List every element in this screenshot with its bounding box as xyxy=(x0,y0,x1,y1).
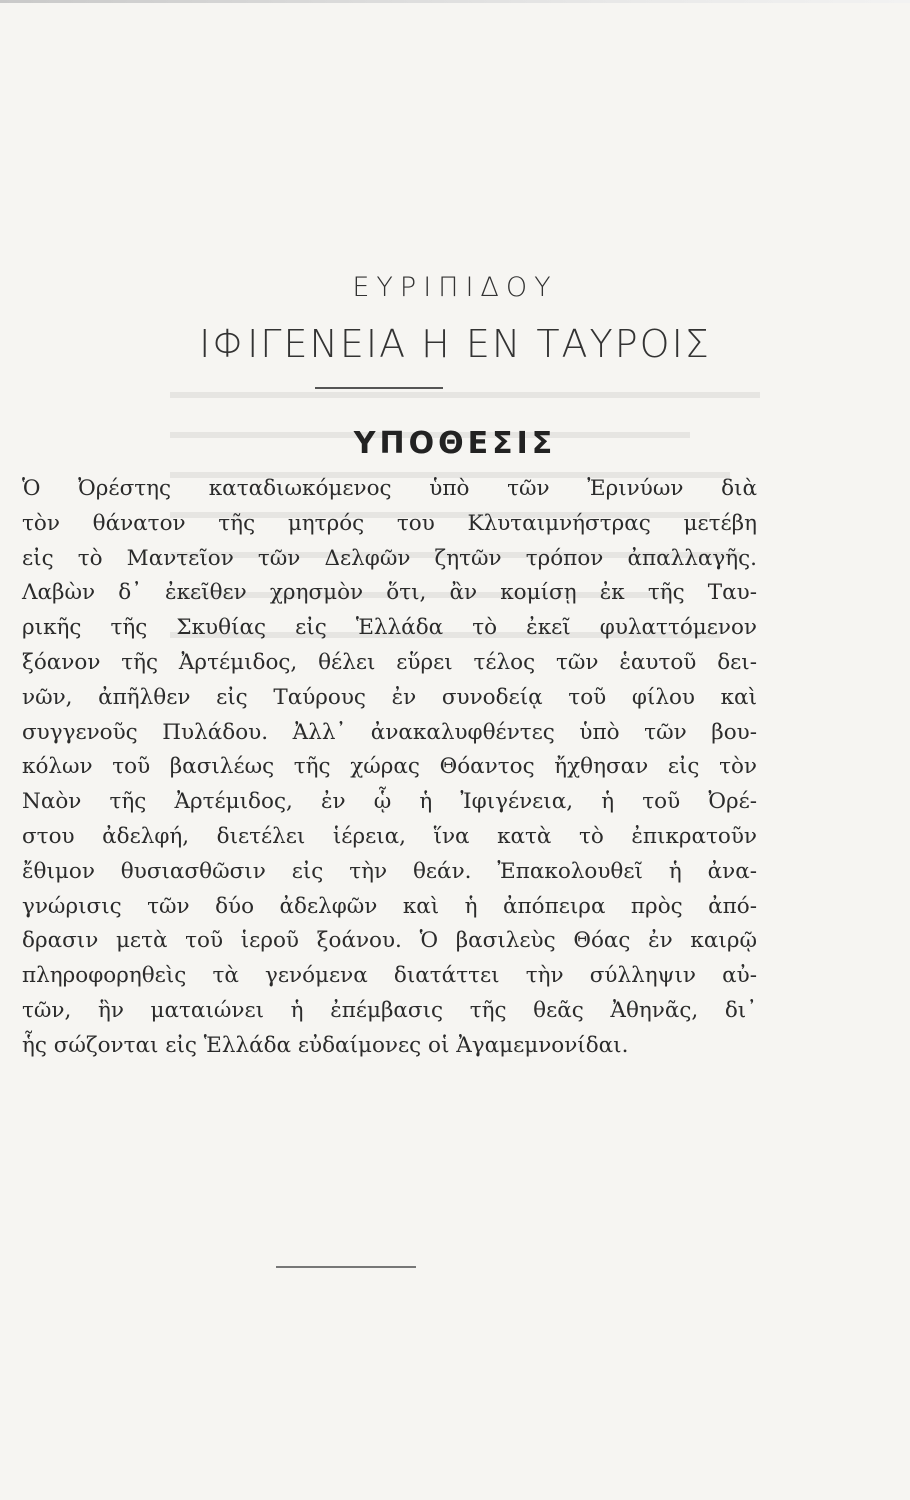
top-edge-rule xyxy=(0,0,910,3)
text-line: Ὁ Ὀρέστης καταδιωκόμενος ὑπὸ τῶν Ἐρινύων διὰ xyxy=(22,476,757,501)
text-line: δρασιν μετὰ τοῦ ἱεροῦ ξοάνου. Ὁ βασιλεὺς Θόας ἐν καιρῷ xyxy=(22,928,757,954)
text-line: κόλων τοῦ βασιλέως τῆς χώρας Θόαντος ἤχθησαν εἰς τὸν xyxy=(22,754,757,780)
text-line: Ναὸν τῆς Ἀρτέμιδος, ἐν ᾧ ἡ Ἰφιγένεια, ἡ τοῦ Ὀρέ- xyxy=(22,789,757,815)
text-line: πληροφορηθεὶς τὰ γενόμενα διατάττει τὴν σύλληψιν αὐ- xyxy=(22,963,757,989)
text-line: ἔθιμον θυσιασθῶσιν εἰς τὴν θεάν. Ἐπακολουθεῖ ἡ ἀνα- xyxy=(22,858,757,884)
text-line: γνώρισις τῶν δύο ἀδελφῶν καὶ ἡ ἀπόπειρα πρὸς ἀπό- xyxy=(22,893,757,919)
text-line: ρικῆς τῆς Σκυθίας εἰς Ἑλλάδα τὸ ἐκεῖ φυλαττόμενον xyxy=(22,615,757,641)
text-line: νῶν, ἀπῆλθεν εἰς Ταύρους ἐν συνοδείᾳ τοῦ φίλου καὶ xyxy=(22,684,757,710)
page-title: ΙΦΙΓΕΝΕΙΑ Η ΕΝ ΤΑΥΡΟΙΣ xyxy=(199,322,711,366)
section-heading: ΥΠΟΘΕΣΙΣ xyxy=(353,426,557,461)
text-line: στου ἀδελφή, διετέλει ἱέρεια, ἵνα κατὰ τὸ ἐπικρατοῦν xyxy=(22,823,757,849)
bottom-divider xyxy=(276,1266,416,1268)
text-line: εἰς τὸ Μαντεῖον τῶν Δελφῶν ζητῶν τρόπον ἀπαλλαγῆς. xyxy=(22,545,757,571)
text-line: τῶν, ἣν ματαιώνει ἡ ἐπέμβασις τῆς θεᾶς Ἀθηνᾶς, δι᾽ xyxy=(22,997,757,1023)
synopsis-paragraph xyxy=(22,472,757,1064)
text-line: ξόανον τῆς Ἀρτέμιδος, θέλει εὕρει τέλος τῶν ἑαυτοῦ δει- xyxy=(22,649,757,675)
text-line: Λαβὼν δ᾽ ἐκεῖθεν χρησμὸν ὅτι, ἂν κομίσῃ ἐκ τῆς Ταυ- xyxy=(22,580,757,606)
title-divider xyxy=(315,387,443,389)
text-line: συγγενοῦς Πυλάδου. Ἀλλ᾽ ἀνακαλυφθέντες ὑπὸ τῶν βου- xyxy=(22,719,757,745)
author-heading: ΕΥΡΙΠΙΔΟΥ xyxy=(352,272,558,303)
text-line: ἧς σώζονται εἰς Ἑλλάδα εὐδαίμονες οἱ Ἀγαμεμνονίδαι. xyxy=(22,1032,629,1058)
text-line: τὸν θάνατον τῆς μητρός του Κλυταιμνήστρας μετέβη xyxy=(22,510,757,536)
